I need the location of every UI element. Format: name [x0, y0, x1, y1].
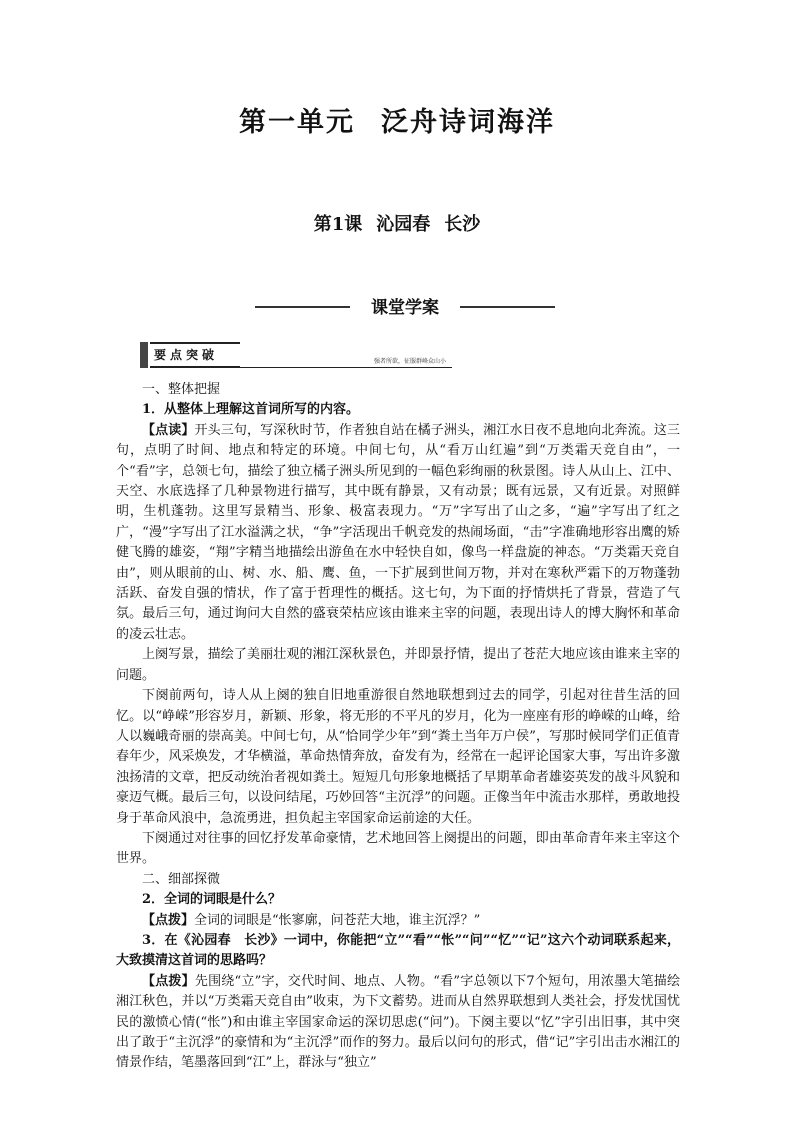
- label-dianBo-2: 【点拨】: [142, 973, 195, 989]
- heading-overall: 一、整体把握: [142, 382, 221, 397]
- question-2: 2．全词的词眼是什么？: [142, 892, 282, 908]
- paragraph-6: [116, 972, 680, 1074]
- paragraph-2: 上阕写景，描绘了美丽壮观的湘江深秋景色，并即景抒情，提出了苍茫大地应该由谁来主宰的问题。: [116, 647, 680, 683]
- paragraph-6-text: 先围绕“立”字，交代时间、地点、人物。“看”字总领以下7个短句，用浓墨大笔描绘湘江秋色，并以“万类霜天竞自由”收束，为下文蓄势。进而从自然界联想到人类社会，抒发忧国忧民的激愤心情(“怅”)和由谁主宰国家命运的深切思虑(“问”)。下阕主要以“忆”字引出旧事，其中突出了敢于“主沉浮”的豪情和为“主沉浮”而作的努力。最后以问句的形式，借“记”字引出击水湘江的情景作结，笔墨落回到“江”上，群泳与“独立”: [116, 973, 680, 1071]
- key-points-banner: [140, 342, 452, 368]
- unit-number: 第一单元: [239, 107, 355, 138]
- banner-underline: [150, 367, 452, 368]
- unit-title: [0, 100, 794, 139]
- label-dianBo-1: 【点拨】: [142, 912, 195, 928]
- paragraph-1: [116, 421, 680, 645]
- lesson-number: 第1课: [313, 214, 363, 235]
- question-3: 3．在《沁园春 长沙》一词中，你能把“立”“看”“怅”“问”“忆”“记”这六个动词联系起来，大致摸清这首词的思路吗？: [116, 932, 680, 969]
- section-heading: [255, 293, 555, 319]
- paragraph-1-text: 开头三句，写深秋时节，作者独自站在橘子洲头，湘江水日夜不息地向北奔流。这三句，点明了时间、地点和特定的环境。中间七句，从“看万山红遍”到“万类霜天竞自由”，一个“看”字，总领七句，描绘了独立橘子洲头所见到的一幅色彩绚丽的秋景图。诗人从山上、江中、天空、水底选择了几种景物进行描写，其中既有静景，又有动景；既有远景，又有近景。对照鲜明，生机蓬勃。这里写景精当、形象、极富表现力。“万”字写出了山之多，“遍”字写出了红之广，“漫”字写出了江水溢满之状，“争”字活现出千帆竞发的热闹场面，“击”字准确地形容出鹰的矫健飞腾的雄姿，“翔”字精当地描绘出游鱼在水中轻快自如，像鸟一样盘旋的神态。“万类霜天竞自由”，则从眼前的山、树、水、船、鹰、鱼，一下扩展到世间万物，并对在寒秋严霜下的万物蓬勃活跃、奋发自强的情状，作了富于哲理性的概括。这七句，为下面的抒情烘托了背景，营造了气氛。最后三句，通过询问大自然的盛衰荣枯应该由谁来主宰的问题，表现出诗人的博大胸怀和革命的凌云壮志。: [116, 422, 680, 642]
- lesson-poem-subtitle: 长沙: [444, 214, 481, 235]
- question-1: 1．从整体上理解这首词所写的内容。: [142, 402, 360, 418]
- section-heading-text: 课堂学案: [371, 298, 439, 318]
- unit-name: 泛舟诗词海洋: [381, 107, 555, 138]
- lesson-poem-title: 沁园春: [376, 214, 431, 235]
- heading-detail: 二、细部探微: [142, 871, 221, 887]
- banner-label: 要点突破: [150, 342, 240, 367]
- heading-rule-right: [460, 306, 555, 308]
- banner-subtitle: 强者所欲，征服群峰众山小: [373, 358, 446, 365]
- content-body: [116, 380, 680, 1074]
- paragraph-3: 下阕前两句，诗人从上阕的独自旧地重游很自然地联想到过去的同学，引起对往昔生活的回忆。以“峥嵘”形容岁月，新颖、形象，将无形的不平凡的岁月，化为一座座有形的峥嵘的山峰，给人以巍峨奇丽的崇高美。中间七句，从“恰同学少年”到“粪土当年万户侯”，写那时候同学们正值青春年少，风采焕发，才华横溢，革命热情奔放，奋发有为，经常在一起评论国家大事，写出许多激浊扬清的文章，把反动统治者视如粪土。短短几句形象地概括了早期革命者雄姿英发的战斗风貌和豪迈气概。最后三句，以设问结尾，巧妙回答“主沉浮”的问题。正像当年中流击水那样，勇敢地投身于革命风浪中，急流勇进，担负起主宰国家命运前途的大任。: [116, 688, 680, 826]
- banner-bar: [140, 342, 148, 368]
- paragraph-4: 下阕通过对往事的回忆抒发革命豪情，艺术地回答上阕提出的问题，即由革命青年来主宰这个世界。: [116, 830, 680, 867]
- paragraph-5: [116, 911, 680, 931]
- lesson-title: [0, 210, 794, 236]
- paragraph-5-text: 全词的词眼是“怅寥廓，问苍茫大地，谁主沉浮？”: [194, 912, 481, 928]
- label-dianDu: 【点读】: [142, 422, 195, 438]
